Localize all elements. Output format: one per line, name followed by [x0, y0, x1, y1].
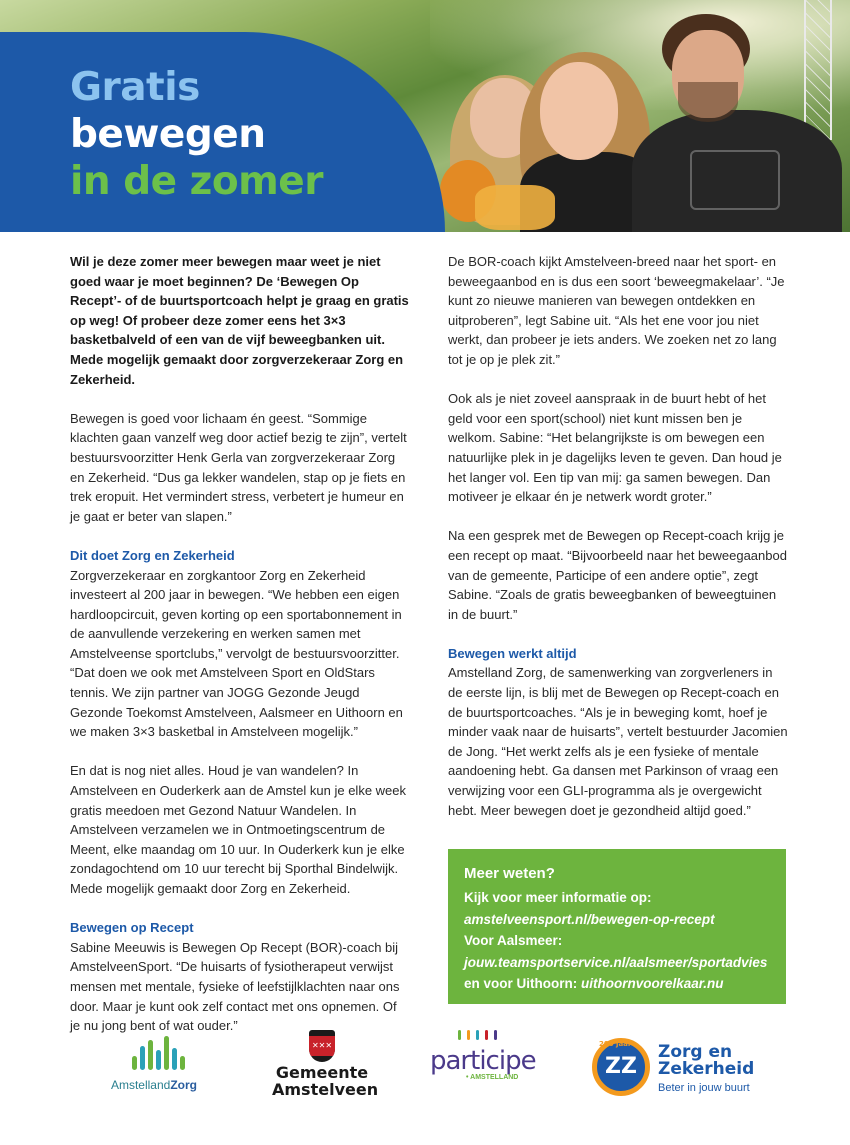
paragraph: Sabine Meeuwis is Bewegen Op Recept (BOR)-coach bij AmstelveenSport. “De huisarts of fysiotherapeut verwijst mensen met mentale, fysieke of leefstijlklachten naar ons door. Maar je kunt ook zelf contact met ons opnemen. Of je nu jong bent of wat ouder.” — [70, 939, 400, 1034]
info-line-uithoorn — [464, 973, 770, 995]
info-line: Kijk voor meer informatie op: — [464, 890, 652, 905]
zorg-en-zekerheid-logo — [592, 1030, 762, 1102]
amstelland-mark-icon — [110, 1030, 206, 1070]
title-line-2: bewegen — [70, 112, 266, 157]
paragraph: Amstelland Zorg, de samenwerking van zorgverleners in de eerste lijn, is blij met de Bewegen op Recept-coach en de buurtsportcoaches. “Als je in beweging komt, hoef je minder vaak naar de huisarts”, vertelt bestuurder Jacomien de Jong. “Het werkt zelfs als je een fysieke of mentale aandoening hebt. Ga dansen met Parkinson of vraag een verwijzing voor een GLI-programma als je overgewicht hebt. Meer bewegen doet je gezondheid altijd goed.” — [448, 665, 788, 818]
person-middle-face — [540, 62, 618, 160]
section-heading: Dit doet Zorg en Zekerheid — [70, 547, 235, 563]
info-line-prefix: en voor Uithoorn: — [464, 976, 581, 991]
info-line: Voor Aalsmeer: — [464, 933, 563, 948]
section-heading: Bewegen werkt altijd — [448, 645, 577, 661]
info-box — [448, 849, 786, 1004]
coat-of-arms-icon: ✕✕✕ — [309, 1030, 335, 1062]
title-line-1: Gratis — [70, 65, 200, 110]
shirt-print — [690, 150, 780, 210]
participe-logo — [430, 1030, 540, 1102]
paragraph: De BOR-coach kijkt Amstelveen-breed naar het sport- en beweegaanbod en is dus een soort ‘beweegmakelaar’. “Je kunt zo nieuwe manieren van bewegen ontdekken en uitproberen”, legt Sabine uit. “Als het ene voor jou niet werkt, dan probeer je iets anders. We zoeken net zo lang tot je op je plek zit.” — [448, 254, 785, 367]
paragraph: Na een gesprek met de Bewegen op Recept-coach krijg je een recept op maat. “Bijvoorbeeld naar het beweegaanbod van de gemeente, Participe of een andere optie”, zegt Sabine. “Zoals de gratis beweegbanken of beweegtuinen in de buurt.” — [448, 528, 787, 622]
left-column — [70, 252, 410, 1055]
gemeente-line-1: Gemeente — [275, 1063, 369, 1082]
intro-paragraph: Wil je deze zomer meer bewegen maar weet je niet goed waar je moet beginnen? De ‘Bewegen Op Recept’- of de buurtsportcoach helpt je graag en gratis op weg! Of probeer deze zomer eens het 3×3 basketbalveld of een van de vijf beweegbanken uit. Mede mogelijk gemaakt door zorgverzekeraar Zorg en Zekerheid. — [70, 254, 409, 387]
bag — [475, 185, 555, 230]
info-title: Meer weten? — [464, 865, 555, 882]
info-link-teamsportservice[interactable]: jouw.teamsportservice.nl/aalsmeer/sportadvies — [464, 954, 768, 970]
paragraph: Bewegen is goed voor lichaam én geest. “Sommige klachten gaan vanzelf weg door actief bezig te zijn”, vertelt bestuursvoorzitter Henk Gerla van zorgverzekeraar Zorg en Zekerheid. “Dus ga lekker wandelen, stap op je fiets en trek eropuit. Het vermindert stress, verbetert je humeur en je gaat er beter van slapen.” — [70, 410, 407, 524]
paragraph: Ook als je niet zoveel aanspraak in de buurt hebt of het geld voor een sport(school) niet kunt missen ben je welkom. Sabine: “Het belangrijkste is om bewegen een natuurlijke plek in je dagelijks leven te geven. Dan houd je het langer vol. Een tip van mij: ga samen bewegen. Dan motiveer je elkaar én je netwerk wordt groter.” — [448, 391, 782, 505]
title-line-3: in de zomer — [70, 159, 323, 204]
person-right-beard — [678, 82, 738, 122]
participe-sub: • AMSTELLAND — [466, 1074, 519, 1081]
gemeente-amstelveen-logo — [272, 1030, 379, 1102]
section-heading: Bewegen op Recept — [70, 920, 194, 936]
zz-name: Zorg en Zekerheid — [658, 1042, 755, 1079]
amstelland-zorg-logo — [102, 1030, 206, 1102]
paragraph: En dat is nog niet alles. Houd je van wandelen? In Amstelveen en Ouderkerk aan de Amstel kun je elke week gratis meedoen met Gezond Natuur Wandelen. In Amstelveen verzamelen we in Ontmoetingscentrum de Meent, elke maandag om 10 uur. In Ouderkerk kun je elke zondagochtend om 10 uur terecht bij Sporthal Bindelwijk. Mede mogelijk gemaakt door Zorg en Zekerheid. — [70, 763, 407, 896]
page-title — [70, 64, 323, 205]
paragraph: Zorgverzekeraar en zorgkantoor Zorg en Zekerheid investeert al 200 jaar in bewegen. “We hebben een eigen hardloopcircuit, geven korting op een sportabonnement in de aanvullende verzekering en werken samen met Amstelveense sportclubs,” vervolgt de bestuursvoorzitter. “Dat doen we ook met Amstelveen Sport en OldStars tennis. We zijn partner van JOGG Gezonde Jeugd Gezonde Toekomst Amstelveen, Aalsmeer en Uithoorn en we maken 3×3 basketbal in Amstelveen mogelijk.” — [70, 567, 403, 740]
right-column — [448, 252, 788, 840]
participe-word: participe — [430, 1046, 536, 1076]
lattice-tower — [804, 0, 832, 140]
zz-badge-icon: 200 jaar ZZ — [592, 1038, 650, 1096]
zz-tagline: Beter in jouw buurt — [658, 1082, 750, 1094]
gemeente-line-2: Amstelveen — [272, 1080, 379, 1099]
info-link-uithoorn[interactable]: uithoornvoorelkaar.nu — [581, 976, 724, 991]
amstelland-label: AmstellandZorg — [110, 1078, 198, 1092]
hero-banner — [0, 0, 850, 232]
participe-bars-icon — [458, 1030, 540, 1044]
info-link-amstelveensport[interactable]: amstelveensport.nl/bewegen-op-recept — [464, 911, 715, 927]
